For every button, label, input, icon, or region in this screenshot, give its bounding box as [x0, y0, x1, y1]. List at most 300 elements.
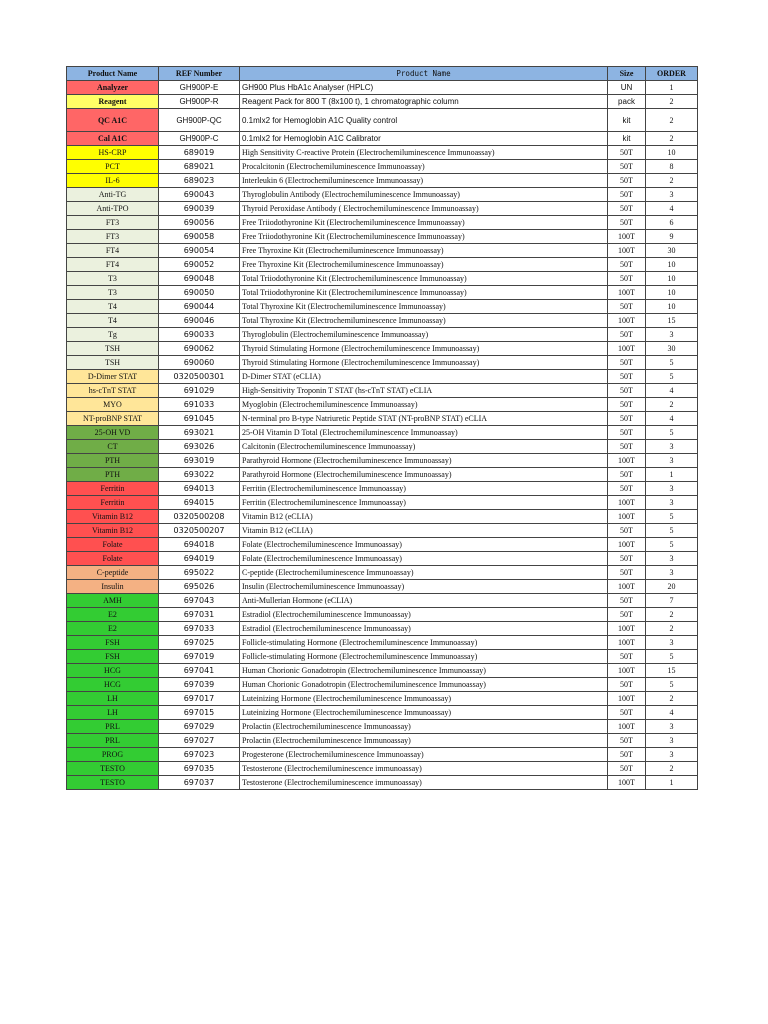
- product-description-cell: 0.1mlx2 for Hemoglobin A1C Calibrator: [240, 132, 608, 146]
- product-name-cell: Folate: [67, 538, 159, 552]
- size-cell: 50T: [608, 300, 646, 314]
- product-description-cell: 0.1mlx2 for Hemoglobin A1C Quality control: [240, 109, 608, 132]
- product-name-cell: IL-6: [67, 174, 159, 188]
- ref-number-cell: 693026: [159, 440, 240, 454]
- ref-number-cell: GH900P-R: [159, 95, 240, 109]
- ref-number-cell: 690056: [159, 216, 240, 230]
- table-row: [67, 608, 698, 622]
- order-cell: 2: [646, 608, 698, 622]
- product-name-cell: FT4: [67, 258, 159, 272]
- table-row: [67, 636, 698, 650]
- table-row: [67, 692, 698, 706]
- product-description-cell: Thyroid Peroxidase Antibody ( Electrochemiluminescence Immunoassay): [240, 202, 608, 216]
- size-cell: 50T: [608, 370, 646, 384]
- order-cell: 1: [646, 81, 698, 95]
- size-cell: 100T: [608, 720, 646, 734]
- size-cell: 50T: [608, 188, 646, 202]
- ref-number-cell: GH900P-E: [159, 81, 240, 95]
- table-row: [67, 566, 698, 580]
- size-cell: 50T: [608, 762, 646, 776]
- size-cell: 50T: [608, 328, 646, 342]
- size-cell: 100T: [608, 314, 646, 328]
- product-description-cell: High-Sensitivity Troponin T STAT (hs-cTnT STAT) eCLIA: [240, 384, 608, 398]
- product-description-cell: Reagent Pack for 800 T (8x100 t), 1 chromatographic column: [240, 95, 608, 109]
- product-description-cell: Human Chorionic Gonadotropin (Electrochemiluminescence Immunoassay): [240, 664, 608, 678]
- product-name-cell: T4: [67, 314, 159, 328]
- header-product-name: Product Name: [67, 67, 159, 81]
- product-description-cell: Progesterone (Electrochemiluminescence Immunoassay): [240, 748, 608, 762]
- header-order: ORDER: [646, 67, 698, 81]
- table-row: [67, 762, 698, 776]
- product-description-cell: Estradiol (Electrochemiluminescence Immunoassay): [240, 622, 608, 636]
- product-name-cell: Reagent: [67, 95, 159, 109]
- size-cell: 50T: [608, 678, 646, 692]
- order-cell: 3: [646, 496, 698, 510]
- product-name-cell: PRL: [67, 734, 159, 748]
- table-row: [67, 230, 698, 244]
- product-description-cell: Vitamin B12 (eCLIA): [240, 510, 608, 524]
- ref-number-cell: 694019: [159, 552, 240, 566]
- order-cell: 3: [646, 328, 698, 342]
- order-cell: 1: [646, 468, 698, 482]
- product-name-cell: PRL: [67, 720, 159, 734]
- product-description-cell: Vitamin B12 (eCLIA): [240, 524, 608, 538]
- product-description-cell: Interleukin 6 (Electrochemiluminescence Immunoassay): [240, 174, 608, 188]
- ref-number-cell: 695026: [159, 580, 240, 594]
- product-name-cell: AMH: [67, 594, 159, 608]
- order-cell: 5: [646, 426, 698, 440]
- ref-number-cell: 697025: [159, 636, 240, 650]
- size-cell: 100T: [608, 342, 646, 356]
- ref-number-cell: 695022: [159, 566, 240, 580]
- product-description-cell: Testosterone (Electrochemiluminescence immunoassay): [240, 762, 608, 776]
- product-description-cell: Ferritin (Electrochemiluminescence Immunoassay): [240, 482, 608, 496]
- size-cell: 50T: [608, 356, 646, 370]
- table-row: [67, 580, 698, 594]
- product-name-cell: E2: [67, 622, 159, 636]
- order-cell: 3: [646, 636, 698, 650]
- product-description-cell: Follicle-stimulating Hormone (Electrochemiluminescence Immunoassay): [240, 636, 608, 650]
- order-cell: 10: [646, 300, 698, 314]
- size-cell: 50T: [608, 398, 646, 412]
- size-cell: 50T: [608, 482, 646, 496]
- size-cell: 100T: [608, 230, 646, 244]
- product-description-cell: Free Triiodothyronine Kit (Electrochemiluminescence Immunoassay): [240, 216, 608, 230]
- product-description-cell: Calcitonin (Electrochemiluminescence Immunoassay): [240, 440, 608, 454]
- table-row: [67, 202, 698, 216]
- ref-number-cell: 689021: [159, 160, 240, 174]
- product-description-cell: 25-OH Vitamin D Total (Electrochemiluminescence Immunoassay): [240, 426, 608, 440]
- ref-number-cell: 697039: [159, 678, 240, 692]
- product-description-cell: Ferritin (Electrochemiluminescence Immunoassay): [240, 496, 608, 510]
- table-row: [67, 370, 698, 384]
- size-cell: 50T: [608, 734, 646, 748]
- size-cell: 50T: [608, 594, 646, 608]
- table-row: [67, 95, 698, 109]
- order-cell: 3: [646, 720, 698, 734]
- product-order-table: [66, 66, 698, 790]
- table-row: [67, 216, 698, 230]
- order-cell: 30: [646, 244, 698, 258]
- order-cell: 1: [646, 776, 698, 790]
- ref-number-cell: 697023: [159, 748, 240, 762]
- table-row: [67, 440, 698, 454]
- table-row: [67, 594, 698, 608]
- size-cell: 100T: [608, 286, 646, 300]
- size-cell: 50T: [608, 468, 646, 482]
- order-cell: 2: [646, 174, 698, 188]
- order-cell: 5: [646, 356, 698, 370]
- order-cell: 4: [646, 384, 698, 398]
- size-cell: 50T: [608, 384, 646, 398]
- product-name-cell: PROG: [67, 748, 159, 762]
- product-description-cell: Thyroid Stimulating Hormone (Electrochemiluminescence Immunoassay): [240, 342, 608, 356]
- product-name-cell: TSH: [67, 342, 159, 356]
- size-cell: 100T: [608, 580, 646, 594]
- table-row: [67, 160, 698, 174]
- ref-number-cell: 697015: [159, 706, 240, 720]
- product-name-cell: FT3: [67, 230, 159, 244]
- table-row: [67, 706, 698, 720]
- size-cell: 100T: [608, 496, 646, 510]
- product-description-cell: Anti-Mullerian Hormone (eCLIA): [240, 594, 608, 608]
- table-row: [67, 286, 698, 300]
- product-name-cell: Folate: [67, 552, 159, 566]
- table-row: [67, 258, 698, 272]
- product-name-cell: Ferritin: [67, 496, 159, 510]
- order-cell: 2: [646, 109, 698, 132]
- product-name-cell: Vitamin B12: [67, 510, 159, 524]
- product-description-cell: Total Triiodothyronine Kit (Electrochemiluminescence Immunoassay): [240, 286, 608, 300]
- ref-number-cell: 697033: [159, 622, 240, 636]
- table-row: [67, 81, 698, 95]
- table-row: [67, 132, 698, 146]
- table-row: [67, 272, 698, 286]
- table-row: [67, 776, 698, 790]
- order-cell: 15: [646, 664, 698, 678]
- ref-number-cell: 691029: [159, 384, 240, 398]
- size-cell: 50T: [608, 174, 646, 188]
- table-row: [67, 664, 698, 678]
- product-description-cell: Thyroid Stimulating Hormone (Electrochemiluminescence Immunoassay): [240, 356, 608, 370]
- product-name-cell: FSH: [67, 650, 159, 664]
- size-cell: 50T: [608, 146, 646, 160]
- order-cell: 3: [646, 482, 698, 496]
- product-name-cell: LH: [67, 692, 159, 706]
- table-row: [67, 174, 698, 188]
- ref-number-cell: 697035: [159, 762, 240, 776]
- product-description-cell: D-Dimer STAT (eCLIA): [240, 370, 608, 384]
- ref-number-cell: 693022: [159, 468, 240, 482]
- product-name-cell: Ferritin: [67, 482, 159, 496]
- table-row: [67, 412, 698, 426]
- size-cell: 50T: [608, 440, 646, 454]
- ref-number-cell: 690054: [159, 244, 240, 258]
- product-name-cell: E2: [67, 608, 159, 622]
- ref-number-cell: 694013: [159, 482, 240, 496]
- order-cell: 2: [646, 398, 698, 412]
- ref-number-cell: 694015: [159, 496, 240, 510]
- product-description-cell: Parathyroid Hormone (Electrochemiluminescence Immunoassay): [240, 468, 608, 482]
- product-name-cell: HCG: [67, 664, 159, 678]
- table-row: [67, 342, 698, 356]
- ref-number-cell: 690058: [159, 230, 240, 244]
- ref-number-cell: 691033: [159, 398, 240, 412]
- ref-number-cell: 697029: [159, 720, 240, 734]
- size-cell: 50T: [608, 272, 646, 286]
- order-cell: 5: [646, 524, 698, 538]
- table-row: [67, 720, 698, 734]
- product-description-cell: Luteinizing Hormone (Electrochemiluminescence Immunoassay): [240, 692, 608, 706]
- ref-number-cell: 693019: [159, 454, 240, 468]
- ref-number-cell: 690046: [159, 314, 240, 328]
- table-row: [67, 300, 698, 314]
- size-cell: kit: [608, 109, 646, 132]
- table-row: [67, 384, 698, 398]
- size-cell: 100T: [608, 454, 646, 468]
- order-cell: 2: [646, 692, 698, 706]
- size-cell: 50T: [608, 216, 646, 230]
- product-name-cell: 25-OH VD: [67, 426, 159, 440]
- order-cell: 2: [646, 762, 698, 776]
- product-description-cell: Folate (Electrochemiluminescence Immunoassay): [240, 552, 608, 566]
- order-cell: 3: [646, 552, 698, 566]
- product-description-cell: Thyroglobulin (Electrochemiluminescence Immunoassay): [240, 328, 608, 342]
- order-cell: 5: [646, 678, 698, 692]
- size-cell: 100T: [608, 510, 646, 524]
- product-name-cell: MYO: [67, 398, 159, 412]
- product-name-cell: Anti-TG: [67, 188, 159, 202]
- product-name-cell: NT-proBNP STAT: [67, 412, 159, 426]
- order-cell: 3: [646, 440, 698, 454]
- size-cell: UN: [608, 81, 646, 95]
- product-description-cell: GH900 Plus HbA1c Analyser (HPLC): [240, 81, 608, 95]
- order-cell: 8: [646, 160, 698, 174]
- order-cell: 2: [646, 622, 698, 636]
- table-row: [67, 538, 698, 552]
- product-name-cell: Anti-TPO: [67, 202, 159, 216]
- size-cell: kit: [608, 132, 646, 146]
- ref-number-cell: 697031: [159, 608, 240, 622]
- order-cell: 3: [646, 748, 698, 762]
- table-row: [67, 748, 698, 762]
- ref-number-cell: 690043: [159, 188, 240, 202]
- order-cell: 4: [646, 706, 698, 720]
- product-name-cell: TESTO: [67, 776, 159, 790]
- table-row: [67, 524, 698, 538]
- product-description-cell: Thyroglobulin Antibody (Electrochemiluminescence Immunoassay): [240, 188, 608, 202]
- table-row: [67, 552, 698, 566]
- product-name-cell: TESTO: [67, 762, 159, 776]
- header-product-description: Product Name: [240, 67, 608, 81]
- table-row: [67, 468, 698, 482]
- product-name-cell: T3: [67, 272, 159, 286]
- product-name-cell: Analyzer: [67, 81, 159, 95]
- table-row: [67, 454, 698, 468]
- size-cell: 50T: [608, 426, 646, 440]
- product-name-cell: LH: [67, 706, 159, 720]
- product-name-cell: HCG: [67, 678, 159, 692]
- ref-number-cell: 697019: [159, 650, 240, 664]
- table-row: [67, 482, 698, 496]
- ref-number-cell: 691045: [159, 412, 240, 426]
- order-cell: 2: [646, 95, 698, 109]
- ref-number-cell: 697043: [159, 594, 240, 608]
- product-name-cell: T3: [67, 286, 159, 300]
- header-ref-number: REF Number: [159, 67, 240, 81]
- size-cell: 50T: [608, 412, 646, 426]
- order-cell: 10: [646, 146, 698, 160]
- product-description-cell: Total Triiodothyronine Kit (Electrochemiluminescence Immunoassay): [240, 272, 608, 286]
- order-cell: 10: [646, 272, 698, 286]
- product-name-cell: D-Dimer STAT: [67, 370, 159, 384]
- size-cell: 50T: [608, 552, 646, 566]
- order-cell: 30: [646, 342, 698, 356]
- size-cell: 50T: [608, 160, 646, 174]
- product-description-cell: Follicle-stimulating Hormone (Electrochemiluminescence Immunoassay): [240, 650, 608, 664]
- product-name-cell: FSH: [67, 636, 159, 650]
- size-cell: 100T: [608, 538, 646, 552]
- product-name-cell: C-peptide: [67, 566, 159, 580]
- order-cell: 4: [646, 202, 698, 216]
- product-name-cell: TSH: [67, 356, 159, 370]
- ref-number-cell: 694018: [159, 538, 240, 552]
- product-description-cell: Estradiol (Electrochemiluminescence Immunoassay): [240, 608, 608, 622]
- order-cell: 3: [646, 734, 698, 748]
- order-cell: 3: [646, 566, 698, 580]
- size-cell: 100T: [608, 692, 646, 706]
- size-cell: 50T: [608, 748, 646, 762]
- table-row: [67, 650, 698, 664]
- size-cell: 50T: [608, 524, 646, 538]
- product-description-cell: Procalcitonin (Electrochemiluminescence Immunoassay): [240, 160, 608, 174]
- table-row: [67, 426, 698, 440]
- order-cell: 2: [646, 132, 698, 146]
- size-cell: 100T: [608, 244, 646, 258]
- product-description-cell: Human Chorionic Gonadotropin (Electrochemiluminescence Immunoassay): [240, 678, 608, 692]
- ref-number-cell: 689023: [159, 174, 240, 188]
- table-row: [67, 678, 698, 692]
- size-cell: 100T: [608, 636, 646, 650]
- table-row: [67, 496, 698, 510]
- ref-number-cell: 697041: [159, 664, 240, 678]
- product-description-cell: Free Triiodothyronine Kit (Electrochemiluminescence Immunoassay): [240, 230, 608, 244]
- header-size: Size: [608, 67, 646, 81]
- ref-number-cell: 690033: [159, 328, 240, 342]
- table-row: [67, 109, 698, 132]
- ref-number-cell: 0320500207: [159, 524, 240, 538]
- product-description-cell: Free Thyroxine Kit (Electrochemiluminescence Immunoassay): [240, 244, 608, 258]
- product-description-cell: Myoglobin (Electrochemiluminescence Immunoassay): [240, 398, 608, 412]
- product-name-cell: QC A1C: [67, 109, 159, 132]
- table-row: [67, 314, 698, 328]
- order-cell: 4: [646, 412, 698, 426]
- ref-number-cell: 690050: [159, 286, 240, 300]
- table-row: [67, 356, 698, 370]
- ref-number-cell: 690060: [159, 356, 240, 370]
- table-row: [67, 398, 698, 412]
- order-cell: 3: [646, 188, 698, 202]
- ref-number-cell: GH900P-QC: [159, 109, 240, 132]
- product-name-cell: FT3: [67, 216, 159, 230]
- ref-number-cell: 690062: [159, 342, 240, 356]
- product-description-cell: Total Thyroxine Kit (Electrochemiluminescence Immunoassay): [240, 300, 608, 314]
- header-row: [67, 67, 698, 81]
- product-name-cell: Tg: [67, 328, 159, 342]
- product-name-cell: PCT: [67, 160, 159, 174]
- order-cell: 10: [646, 286, 698, 300]
- ref-number-cell: 690052: [159, 258, 240, 272]
- ref-number-cell: 693021: [159, 426, 240, 440]
- order-cell: 3: [646, 454, 698, 468]
- size-cell: 50T: [608, 566, 646, 580]
- size-cell: 100T: [608, 622, 646, 636]
- size-cell: 100T: [608, 776, 646, 790]
- product-description-cell: N-terminal pro B-type Natriuretic Peptide STAT (NT-proBNP STAT) eCLIA: [240, 412, 608, 426]
- size-cell: 50T: [608, 650, 646, 664]
- order-cell: 9: [646, 230, 698, 244]
- product-name-cell: Vitamin B12: [67, 524, 159, 538]
- order-cell: 7: [646, 594, 698, 608]
- size-cell: 50T: [608, 706, 646, 720]
- product-name-cell: PTH: [67, 454, 159, 468]
- product-description-cell: High Sensitivity C-reactive Protein (Electrochemiluminescence Immunoassay): [240, 146, 608, 160]
- product-description-cell: Testosterone (Electrochemiluminescence immunoassay): [240, 776, 608, 790]
- table-row: [67, 734, 698, 748]
- product-description-cell: Prolactin (Electrochemiluminescence Immunoassay): [240, 720, 608, 734]
- table-row: [67, 510, 698, 524]
- order-cell: 20: [646, 580, 698, 594]
- ref-number-cell: 690044: [159, 300, 240, 314]
- product-description-cell: Total Thyroxine Kit (Electrochemiluminescence Immunoassay): [240, 314, 608, 328]
- order-cell: 6: [646, 216, 698, 230]
- table-row: [67, 146, 698, 160]
- product-name-cell: PTH: [67, 468, 159, 482]
- ref-number-cell: 690039: [159, 202, 240, 216]
- ref-number-cell: 697037: [159, 776, 240, 790]
- size-cell: 50T: [608, 258, 646, 272]
- table-row: [67, 622, 698, 636]
- product-name-cell: HS-CRP: [67, 146, 159, 160]
- product-name-cell: FT4: [67, 244, 159, 258]
- table-row: [67, 244, 698, 258]
- ref-number-cell: 697017: [159, 692, 240, 706]
- product-name-cell: T4: [67, 300, 159, 314]
- ref-number-cell: 690048: [159, 272, 240, 286]
- size-cell: 100T: [608, 664, 646, 678]
- table-row: [67, 188, 698, 202]
- product-name-cell: hs-cTnT STAT: [67, 384, 159, 398]
- ref-number-cell: 0320500208: [159, 510, 240, 524]
- product-description-cell: Insulin (Electrochemiluminescence Immunoassay): [240, 580, 608, 594]
- product-description-cell: C-peptide (Electrochemiluminescence Immunoassay): [240, 566, 608, 580]
- order-cell: 5: [646, 650, 698, 664]
- order-cell: 10: [646, 258, 698, 272]
- order-cell: 5: [646, 538, 698, 552]
- product-description-cell: Luteinizing Hormone (Electrochemiluminescence Immunoassay): [240, 706, 608, 720]
- size-cell: 50T: [608, 608, 646, 622]
- product-description-cell: Prolactin (Electrochemiluminescence Immunoassay): [240, 734, 608, 748]
- product-name-cell: CT: [67, 440, 159, 454]
- order-cell: 15: [646, 314, 698, 328]
- ref-number-cell: GH900P-C: [159, 132, 240, 146]
- product-description-cell: Free Thyroxine Kit (Electrochemiluminescence Immunoassay): [240, 258, 608, 272]
- product-description-cell: Parathyroid Hormone (Electrochemiluminescence Immunoassay): [240, 454, 608, 468]
- product-name-cell: Insulin: [67, 580, 159, 594]
- order-cell: 5: [646, 510, 698, 524]
- ref-number-cell: 689019: [159, 146, 240, 160]
- size-cell: pack: [608, 95, 646, 109]
